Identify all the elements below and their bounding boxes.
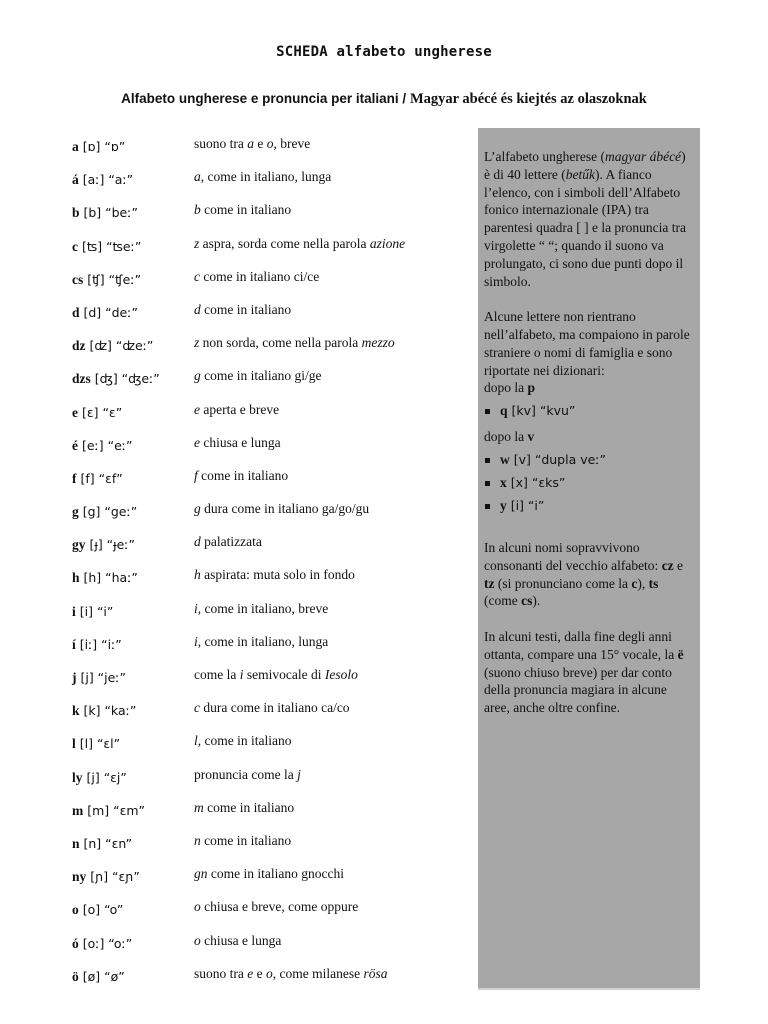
letter: y (500, 497, 507, 513)
text-run: chiusa e breve, come oppure (200, 899, 359, 915)
letter-description (194, 632, 328, 652)
letter-pronunciation (72, 436, 132, 456)
text-run: magyar ábécé (604, 149, 682, 164)
ipa-symbol: [k] “kaː” (79, 703, 137, 719)
text-run: , come milanese (272, 965, 364, 981)
text-run: semivocale di (243, 667, 325, 682)
letter-description (194, 665, 358, 685)
text-run: j (297, 766, 301, 782)
letter-pronunciation (72, 867, 140, 887)
letter-description (194, 134, 310, 154)
ipa-symbol: [d] “deː” (79, 304, 138, 320)
letter-pronunciation (72, 967, 125, 987)
text-run: o (266, 965, 273, 981)
text-run: e (253, 965, 266, 981)
letter: í (72, 636, 76, 652)
ipa-symbol: [n] “ɛn” (79, 835, 133, 851)
text-run: e (673, 557, 684, 573)
ipa-symbol: [i] “i” (506, 497, 545, 513)
letter: k (72, 703, 80, 719)
letter-row (72, 831, 472, 864)
text-run: pronuncia come la (194, 766, 298, 782)
text-run: aperta e breve (200, 401, 280, 417)
letter-pronunciation (72, 701, 136, 721)
text-run: come in italiano gnocchi (207, 866, 344, 882)
letter-pronunciation (72, 934, 132, 954)
text-run: h (194, 567, 201, 583)
ipa-symbol: [ʦ] “ʦeː” (78, 238, 142, 254)
text-run: d (194, 534, 201, 550)
ipa-symbol: [b] “beː” (79, 205, 138, 221)
text-run: come in italiano (200, 202, 292, 218)
text-run: (come (484, 593, 522, 609)
letter: g (72, 504, 79, 520)
text-run: ë (677, 646, 684, 662)
text-run: (suono chiuso breve) per dar conto della pronuncia magiara in alcune aree, anche oltre confine. (484, 664, 672, 716)
text-run: (si pronunciano come la (494, 575, 632, 591)
ipa-symbol: [ʣ] “ʣeː” (85, 338, 154, 354)
page-subtitle (0, 91, 768, 108)
letter: ó (72, 935, 79, 951)
letter-pronunciation (72, 568, 138, 588)
letter: cs (72, 271, 84, 287)
text-run: dura come in italiano ga/go/gu (200, 501, 370, 517)
text-run: a (247, 136, 254, 151)
text-run: f (194, 467, 198, 483)
letter-pronunciation (72, 137, 125, 157)
text-run: come in italiano ci/ce (200, 268, 320, 284)
letter-pronunciation (72, 203, 138, 223)
letter-description (194, 765, 301, 785)
extra-letter-item (484, 401, 694, 424)
ipa-symbol: [f] “ɛf” (76, 470, 123, 486)
letter-row (72, 234, 472, 267)
letter: b (72, 205, 80, 221)
letter: á (72, 172, 79, 188)
letter: f (72, 470, 77, 486)
text-run: b (194, 202, 201, 218)
letter-row (72, 400, 472, 433)
sidebar-after-v (484, 428, 694, 446)
sidebar-fifteenth-vowel (484, 628, 694, 717)
text-run: e (247, 965, 254, 981)
letter-row (72, 765, 472, 798)
ipa-symbol: [x] “ɛks” (506, 474, 566, 490)
letter-pronunciation (72, 668, 126, 688)
letter: ly (72, 769, 83, 785)
letter-description (194, 234, 405, 254)
text-run: come in italiano (197, 467, 289, 483)
letter: a (72, 139, 79, 154)
ipa-symbol: [ʤ] “ʤeː” (90, 371, 160, 387)
letter-pronunciation (72, 768, 127, 788)
letter: dzs (72, 371, 91, 387)
ipa-symbol: [ɟ] “ɟeː” (85, 537, 135, 553)
letter-description (194, 466, 288, 486)
letter-description (194, 400, 279, 420)
text-run: d (194, 301, 201, 317)
letter: j (72, 670, 77, 685)
letter-row (72, 433, 472, 466)
text-run: suono tra (194, 136, 248, 151)
text-run: dura come in italiano ca/co (200, 700, 350, 716)
sidebar-after-p (484, 379, 694, 397)
ipa-symbol: [ɛ] “ɛ” (78, 404, 123, 420)
letter-description (194, 798, 294, 818)
letter: x (500, 474, 507, 490)
text-run: o (266, 136, 274, 151)
letter-row (72, 200, 472, 233)
ipa-symbol: [eː] “eː” (78, 437, 133, 453)
letter: dz (72, 338, 86, 354)
text-run: e (194, 401, 200, 417)
text-run: , come in italiano, lunga (200, 169, 332, 185)
ipa-symbol: [aː] “aː” (78, 172, 134, 188)
text-run: ). A fianco l’elenco, con i simboli dell’Alfabeto fonico internazionale (IPA) tra parentesi quadra [ ] e la pronuncia tra virgolette “ “; quando il suono va prolungato, ci sono due punti dopo il simbolo. (484, 166, 687, 289)
text-run: o (194, 932, 201, 948)
letter-description (194, 931, 281, 951)
after-v-letter: v (527, 429, 535, 445)
text-run: m (194, 799, 204, 815)
ipa-symbol: [kv] “kvu” (507, 403, 576, 419)
letter-row (72, 366, 472, 399)
letter-pronunciation (72, 336, 153, 356)
text-run: In alcuni testi, dalla fine degli anni ottanta, compare una 15° vocale, la (484, 628, 678, 662)
letter-description (194, 499, 369, 519)
letter-description (194, 897, 358, 917)
ipa-symbol: [ø] “ø” (78, 968, 125, 984)
ipa-symbol: [oː] “oː” (78, 935, 133, 951)
page-title: SCHEDA alfabeto ungherese (276, 44, 492, 60)
sidebar-intro (484, 148, 694, 290)
letter-description (194, 731, 292, 751)
text-run: In alcuni nomi sopravvivono consonanti del vecchio alfabeto: (484, 539, 662, 573)
text-run: come in italiano (203, 799, 295, 815)
letter-row (72, 931, 472, 964)
text-run: g (194, 501, 201, 517)
text-run: cz (661, 557, 674, 573)
letter-row (72, 665, 472, 698)
ipa-symbol: [l] “ɛl” (75, 736, 121, 752)
letter-description (194, 300, 291, 320)
letter-row (72, 632, 472, 665)
text-run: L’alfabeto ungherese ( (484, 149, 605, 164)
letter-pronunciation (72, 469, 123, 489)
ipa-symbol: [i] “i” (75, 603, 114, 619)
text-run: i (194, 633, 198, 649)
ipa-symbol: [ɒ] “ɒ” (78, 139, 126, 154)
ipa-symbol: [m] “ɛm” (83, 802, 146, 818)
ipa-symbol: [j] “ɛj” (82, 769, 127, 785)
text-run: , breve (273, 136, 311, 151)
letter: ö (72, 968, 79, 984)
letter-list (72, 134, 472, 997)
letter-row (72, 731, 472, 764)
text-run: z (194, 335, 200, 351)
letter-row (72, 698, 472, 731)
text-run: aspra, sorda come nella parola (199, 235, 370, 251)
ipa-symbol: [iː] “iː” (75, 636, 122, 652)
letter-row (72, 599, 472, 632)
letter-pronunciation (72, 734, 120, 754)
letter-pronunciation (72, 834, 132, 854)
extra-letters-list-p (484, 401, 694, 424)
letter-description (194, 267, 319, 287)
text-run: , come in italiano, lunga (197, 633, 329, 649)
text-run: palatizzata (200, 534, 262, 550)
text-run: tz (484, 575, 495, 591)
text-run: mezzo (361, 335, 395, 351)
letter-row (72, 565, 472, 598)
text-run: c (194, 700, 200, 716)
letter-row (72, 499, 472, 532)
text-run: z (194, 235, 200, 251)
letter-row (72, 864, 472, 897)
info-sidebar (478, 128, 700, 990)
letter: i (72, 603, 76, 619)
text-run: ) è di 40 lettere ( (484, 149, 686, 182)
letter-pronunciation (72, 170, 133, 190)
letter-pronunciation (72, 303, 138, 323)
text-run: e (194, 434, 200, 450)
letter-pronunciation (72, 237, 141, 257)
text-run: come in italiano (200, 832, 292, 848)
extra-letters-list-v (484, 450, 694, 519)
letter: ny (72, 869, 87, 885)
letter-pronunciation (72, 635, 122, 655)
letter-pronunciation (72, 502, 137, 522)
text-run: Iesolo (324, 667, 358, 682)
text-run: a (194, 169, 201, 185)
letter-description (194, 333, 395, 353)
letter-pronunciation (72, 369, 160, 389)
ipa-symbol: [ɲ] “ɛɲ” (86, 869, 140, 885)
text-run: rösa (363, 965, 388, 981)
letter-pronunciation (72, 270, 141, 290)
text-run: i (239, 667, 244, 682)
text-run: i (194, 600, 198, 616)
text-run: non sorda, come nella parola (199, 335, 362, 351)
subtitle-hungarian: Magyar abécé és kiejtés az olaszoknak (409, 91, 647, 107)
text-run: suono tra (194, 965, 248, 981)
text-run: come in italiano gi/ge (200, 368, 322, 384)
letter-description (194, 831, 291, 851)
sidebar-old-alphabet (484, 539, 694, 610)
text-run: ). (532, 593, 541, 609)
letter: n (72, 835, 80, 851)
letter-description (194, 167, 331, 187)
extra-letter-item (484, 450, 694, 473)
letter-pronunciation (72, 801, 145, 821)
extra-letter-item (484, 496, 694, 519)
ipa-symbol: [ʧ] “ʧeː” (83, 271, 142, 287)
ipa-symbol: [j] “jeː” (76, 670, 126, 685)
text-run: aspirata: muta solo in fondo (200, 567, 355, 583)
after-p-letter: p (527, 380, 536, 396)
text-run: l (194, 733, 198, 749)
letter-pronunciation (72, 535, 135, 555)
after-p-text: dopo la (484, 380, 528, 396)
text-run: e (254, 136, 267, 151)
letter-description (194, 964, 387, 984)
ipa-symbol: [o] “o” (78, 902, 124, 918)
letter-row (72, 798, 472, 831)
letter-row (72, 897, 472, 930)
letter-description (194, 698, 350, 718)
letter-description (194, 366, 321, 386)
letter-description (194, 532, 262, 552)
text-run: azione (369, 235, 406, 251)
text-run: o (194, 899, 201, 915)
text-run: cs (521, 593, 533, 609)
text-run: c (194, 268, 200, 284)
text-run: g (194, 368, 201, 384)
text-run: chiusa e lunga (200, 932, 282, 948)
letter: o (72, 902, 79, 918)
text-run: come la (194, 667, 240, 682)
text-run: betűk (565, 166, 595, 182)
letter: l (72, 736, 76, 752)
letter-row (72, 466, 472, 499)
text-run: gn (194, 866, 208, 882)
letter-row (72, 134, 472, 167)
extra-letter-item (484, 473, 694, 496)
text-run: , come in italiano (197, 733, 292, 749)
ipa-symbol: [g] “geː” (78, 504, 138, 520)
letter: h (72, 570, 80, 586)
letter-row (72, 333, 472, 366)
sidebar-extra-intro: Alcune lettere non rientrano nell’alfabeto, ma compaiono in parole straniere o nomi di famiglia e sono riportate nei dizionari: (484, 309, 690, 378)
letter: gy (72, 537, 86, 553)
letter-pronunciation (72, 602, 113, 622)
letter-description (194, 200, 291, 220)
text-run: c (631, 575, 638, 591)
letter-description (194, 433, 281, 453)
text-run: ts (648, 575, 659, 591)
letter-row (72, 300, 472, 333)
text-run: come in italiano (200, 301, 292, 317)
letter-row (72, 167, 472, 200)
letter-description (194, 565, 355, 585)
text-run: , come in italiano, breve (197, 600, 329, 616)
letter: c (72, 238, 78, 254)
letter-description (194, 864, 344, 884)
text-run: n (194, 832, 201, 848)
letter-pronunciation (72, 403, 122, 423)
letter-row (72, 267, 472, 300)
letter: q (500, 403, 508, 419)
letter: d (72, 304, 80, 320)
letter-pronunciation (72, 900, 123, 920)
letter: w (500, 451, 510, 467)
after-v-text: dopo la (484, 429, 528, 445)
letter: e (72, 404, 78, 420)
subtitle-italian: Alfabeto ungherese e pronuncia per italiani / (121, 91, 410, 106)
ipa-symbol: [v] “dupla veː” (509, 451, 606, 467)
letter-description (194, 599, 328, 619)
letter-row (72, 964, 472, 997)
letter-row (72, 532, 472, 565)
letter: m (72, 802, 84, 818)
text-run: ), (637, 575, 649, 591)
letter: é (72, 437, 78, 453)
ipa-symbol: [h] “haː” (79, 570, 138, 586)
text-run: chiusa e lunga (200, 434, 281, 450)
